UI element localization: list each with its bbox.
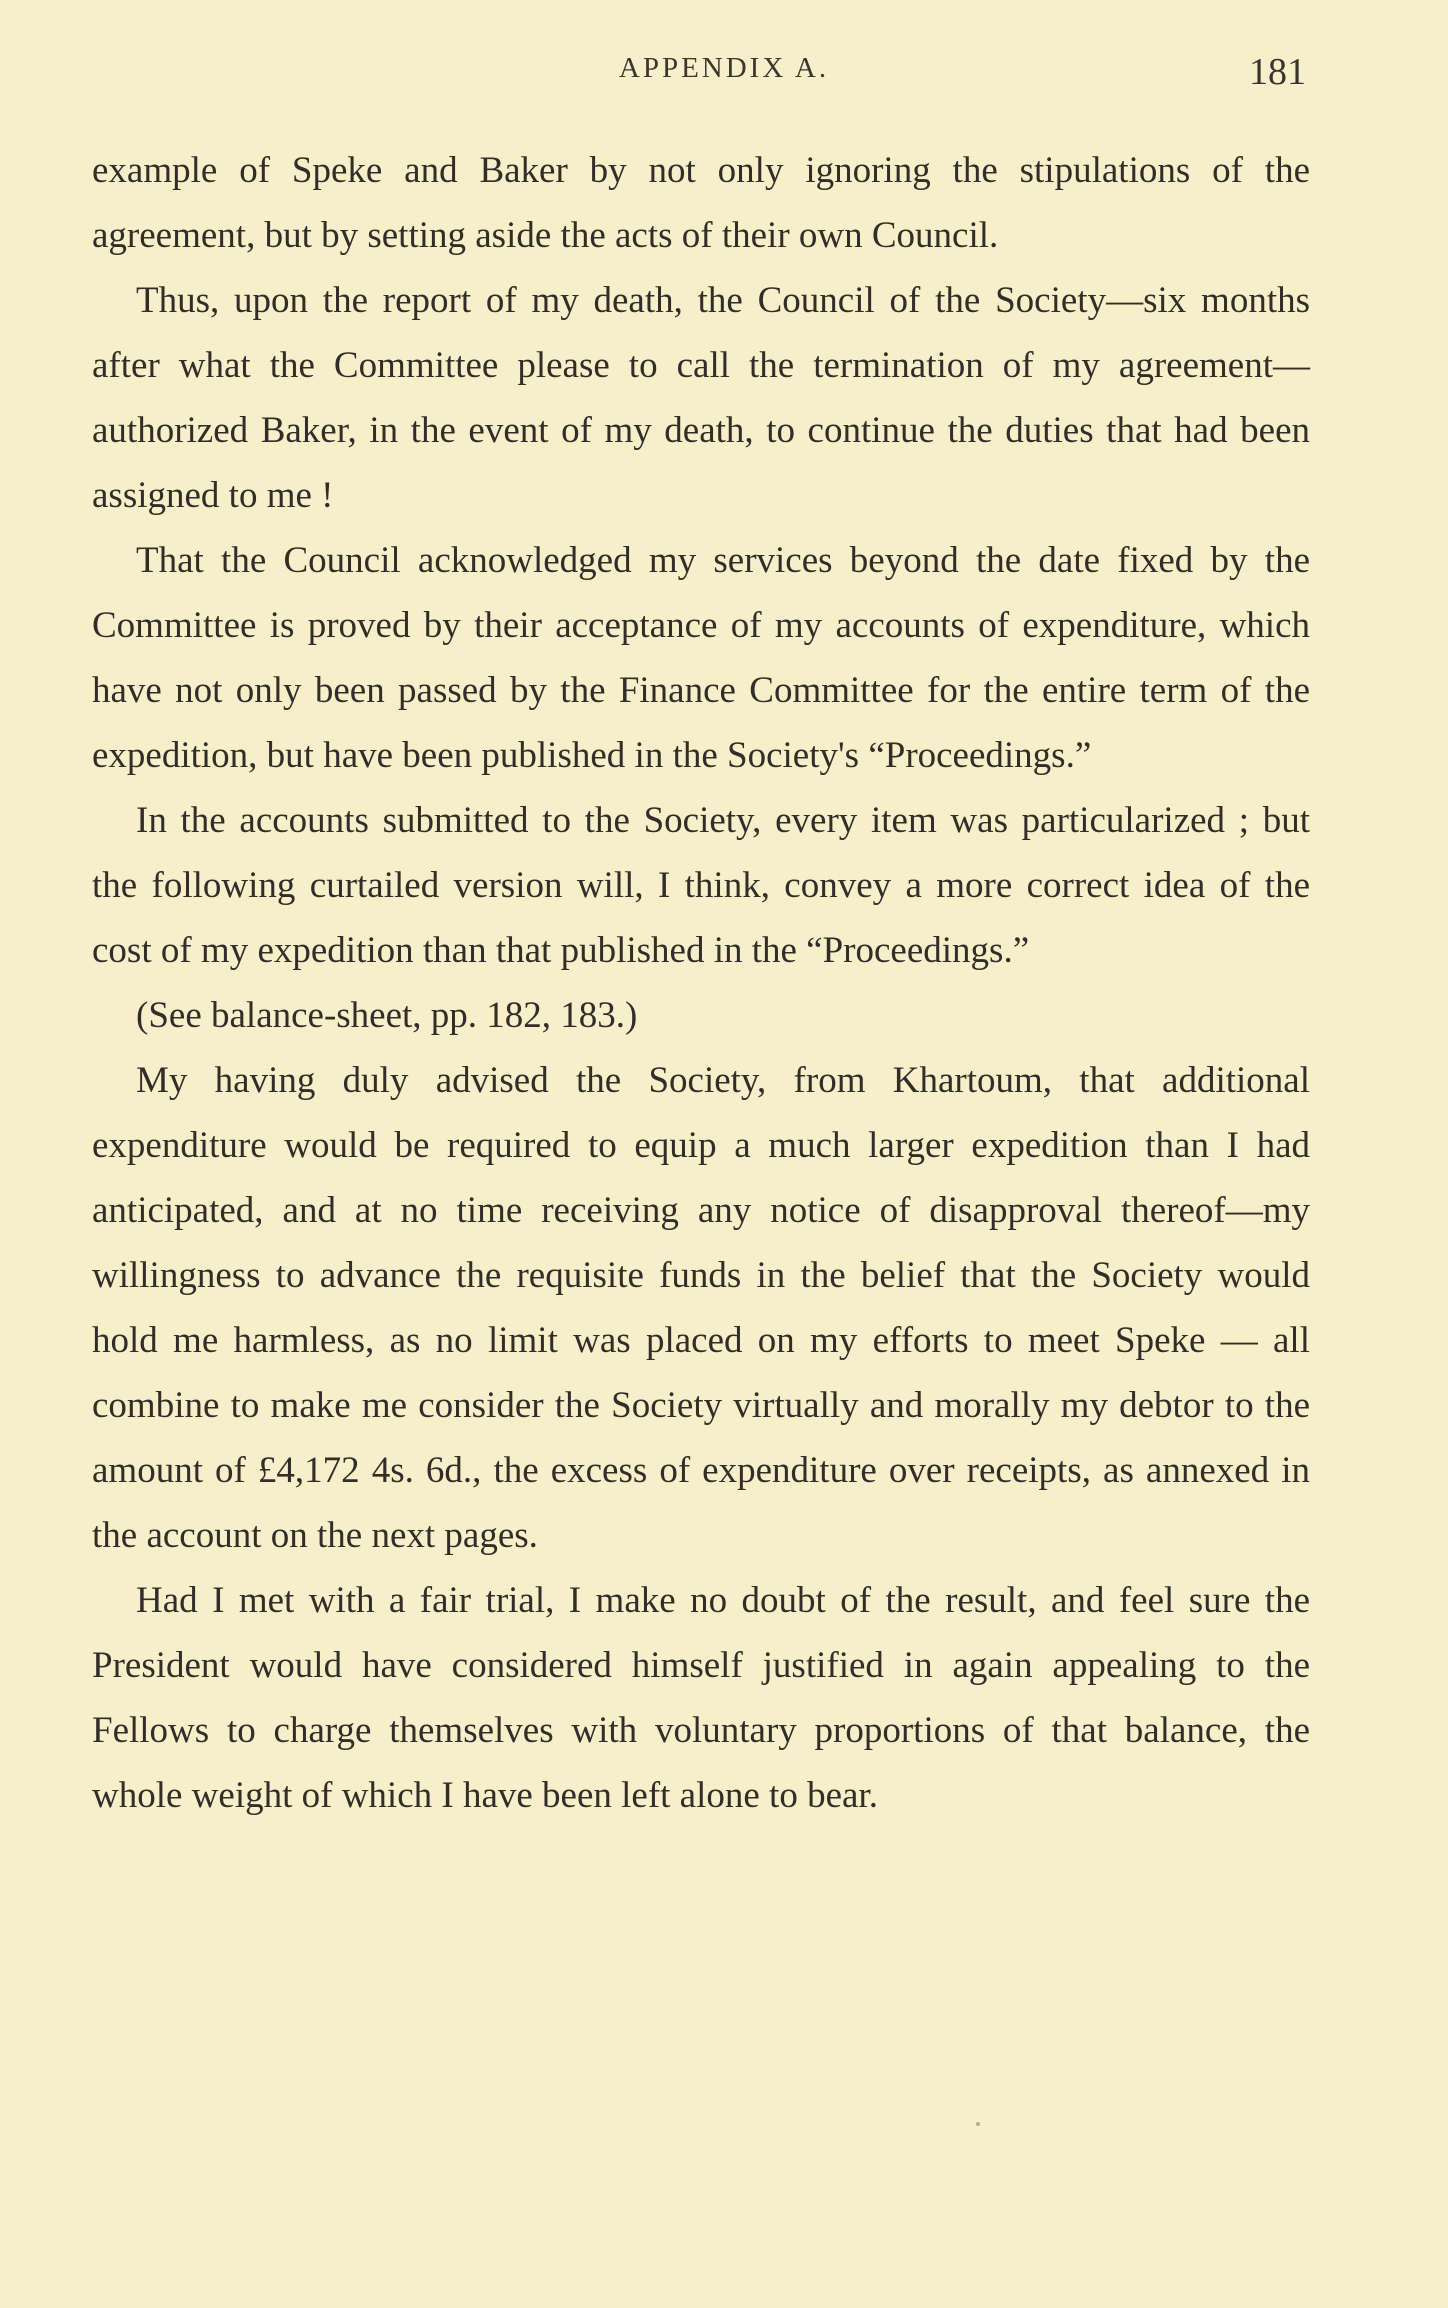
paragraph-expenditure: My having duly advised the Society, from Khartoum, that additional expenditure would be required to equip a much larger expedition than I had anticipated, and at no time receiving any notice of disapproval thereof—my willingness to advance the requisite funds in the belief that the Society would hold me harmless, as no limit was placed on my efforts to meet Speke — all combine to make me consider the Society virtually and morally my debtor to the amount of £4,172 4s. 6d., the excess of expenditure over receipts, as annexed in the account on the next pages. [92, 1060, 1310, 1556]
paragraph-council-report: Thus, upon the report of my death, the Council of the Society—six months after what the Committee please to call the termination of my agreement—authorized Baker, in the event of my death, to continue the duties that had been assigned to me ! [92, 280, 1310, 516]
paper-speck [976, 2122, 980, 2126]
paragraph-balance-sheet-reference: (See balance-sheet, pp. 182, 183.) [136, 995, 638, 1036]
page-number: 181 [1249, 51, 1306, 93]
paragraph-fair-trial: Had I met with a fair trial, I make no doubt of the result, and feel sure the President would have considered himself justified in again appealing to the Fellows to charge themselves with voluntary proportions of that balance, the whole weight of which I have been left alone to bear. [92, 1580, 1310, 1816]
running-header: APPENDIX A. [618, 52, 830, 84]
paragraph-council-acknowledged: That the Council acknowledged my services beyond the date fixed by the Committee is proved by their acceptance of my accounts of expenditure, which have not only been passed by the Finance Committee for the entire term of the expedition, but have been published in the Society's “Proceedings.” [92, 540, 1310, 776]
paragraph-continued: example of Speke and Baker by not only ignoring the stipulations of the agreement, but by setting aside the acts of their own Council. [92, 150, 1310, 256]
body-text [92, 138, 1310, 1828]
paragraph-accounts: In the accounts submitted to the Society, every item was particularized ; but the following curtailed version will, I think, convey a more correct idea of the cost of my expedition than that published in the “Proceedings.” [92, 800, 1310, 971]
